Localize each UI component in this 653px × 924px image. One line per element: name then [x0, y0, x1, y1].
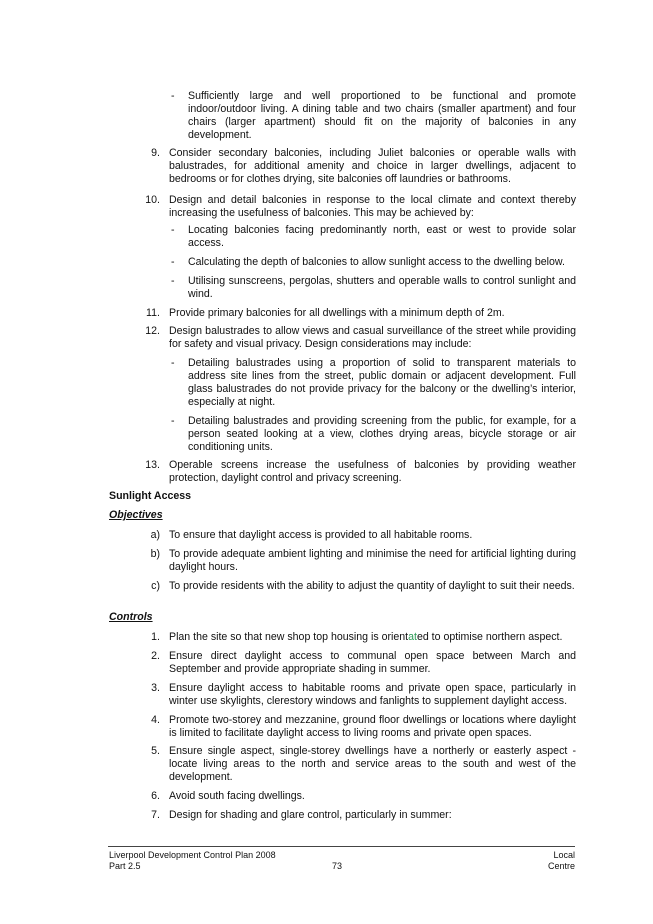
footer-part: Part 2.5: [109, 861, 141, 871]
footer-document-title: Liverpool Development Control Plan 2008: [109, 850, 276, 860]
control-number: 3.: [151, 682, 160, 694]
bullet-dash: -: [171, 224, 175, 236]
objective-text: To provide adequate ambient lighting and minimise the need for artificial lighting during daylight hours.: [169, 548, 576, 573]
bullet-dash: -: [171, 275, 175, 287]
objective-label: c): [151, 580, 160, 592]
highlighted-text: at: [408, 631, 417, 643]
item-number: 11.: [146, 307, 160, 319]
control-text: Ensure direct daylight access to communal open space between March and September and provide appropriate shading in summer.: [169, 650, 576, 675]
control-text-end: ed to optimise northern aspect.: [416, 631, 563, 643]
objectives-heading: Objectives: [109, 509, 163, 521]
control-text: Ensure daylight access to habitable rooms and private open space, particularly in winter use skylights, clerestory windows and fanlights to supplement daylight access.: [169, 682, 576, 707]
page-number: 73: [332, 861, 343, 871]
footer-rule: [108, 846, 575, 847]
item-text: Consider secondary balconies, including Juliet balconies or operable walls with balustrades, for additional amenity and choice in larger dwellings, adjacent to bedrooms or for clothes drying, site balconies off laundries or bathrooms.: [169, 147, 576, 185]
control-number: 6.: [151, 790, 160, 802]
objective-text: To ensure that daylight access is provided to all habitable rooms.: [169, 529, 473, 541]
item-text: Operable screens increase the usefulness of balconies by providing weather protection, daylight control and privacy screening.: [169, 459, 576, 484]
control-number: 1.: [151, 631, 160, 643]
control-text: [169, 631, 576, 644]
bullet-text: Locating balconies facing predominantly north, east or west to provide solar access.: [188, 224, 576, 249]
control-text: Promote two-storey and mezzanine, ground floor dwellings or locations where daylight is limited to facilitate daylight access to living rooms and private open spaces.: [169, 714, 576, 739]
bullet-dash: -: [171, 256, 175, 268]
item-number: 12.: [145, 325, 160, 337]
bullet-text: Calculating the depth of balconies to allow sunlight access to the dwelling below.: [188, 256, 565, 268]
item-number: 9.: [151, 147, 160, 159]
control-text: Design for shading and glare control, particularly in summer:: [169, 809, 452, 821]
bullet-dash: -: [171, 415, 175, 427]
bullet-text: Detailing balustrades and providing screening from the public, for example, for a person seated looking at a view, clothes drying areas, bicycle storage or air conditioning units.: [188, 415, 576, 453]
controls-heading: Controls: [109, 611, 153, 623]
item-text: Design balustrades to allow views and casual surveillance of the street while providing for safety and visual privacy. Design considerations may include:: [169, 325, 576, 350]
item-text: Design and detail balconies in response to the local climate and context thereby increasing the usefulness of balconies. This may be achieved by:: [169, 194, 576, 219]
control-text: Avoid south facing dwellings.: [169, 790, 305, 802]
objective-label: b): [150, 548, 160, 560]
control-text-start: Plan the site so that new shop top housing is orient: [169, 631, 409, 643]
control-number: 2.: [151, 650, 160, 662]
control-number: 5.: [151, 745, 160, 757]
objective-text: To provide residents with the ability to adjust the quantity of daylight to suit their needs.: [169, 580, 575, 592]
footer-section: Local Centre: [547, 850, 575, 871]
objective-label: a): [150, 529, 160, 541]
section-heading: Sunlight Access: [109, 490, 192, 502]
bullet-dash: -: [171, 90, 175, 102]
item-number: 10.: [145, 194, 160, 206]
control-number: 4.: [151, 714, 160, 726]
bullet-text: Sufficiently large and well proportioned to be functional and promote indoor/outdoor living. A dining table and two chairs (smaller apartment) and four chairs (larger apartment) should fit on the majority of balconies in any development.: [188, 90, 576, 141]
control-text: Ensure single aspect, single-storey dwellings have a northerly or easterly aspect - locate living areas to the north and service areas to the south and west of the development.: [169, 745, 576, 783]
control-number: 7.: [151, 809, 160, 821]
bullet-dash: -: [171, 357, 175, 369]
item-number: 13.: [145, 459, 160, 471]
bullet-text: Detailing balustrades using a proportion of solid to transparent materials to address site lines from the street, public domain or adjacent development. Full glass balustrades do not provide privacy for the balcony or the dwelling’s interior, especially at night.: [188, 357, 576, 408]
bullet-text: Utilising sunscreens, pergolas, shutters and operable walls to control sunlight and wind.: [188, 275, 576, 300]
item-text: Provide primary balconies for all dwellings with a minimum depth of 2m.: [169, 307, 505, 319]
